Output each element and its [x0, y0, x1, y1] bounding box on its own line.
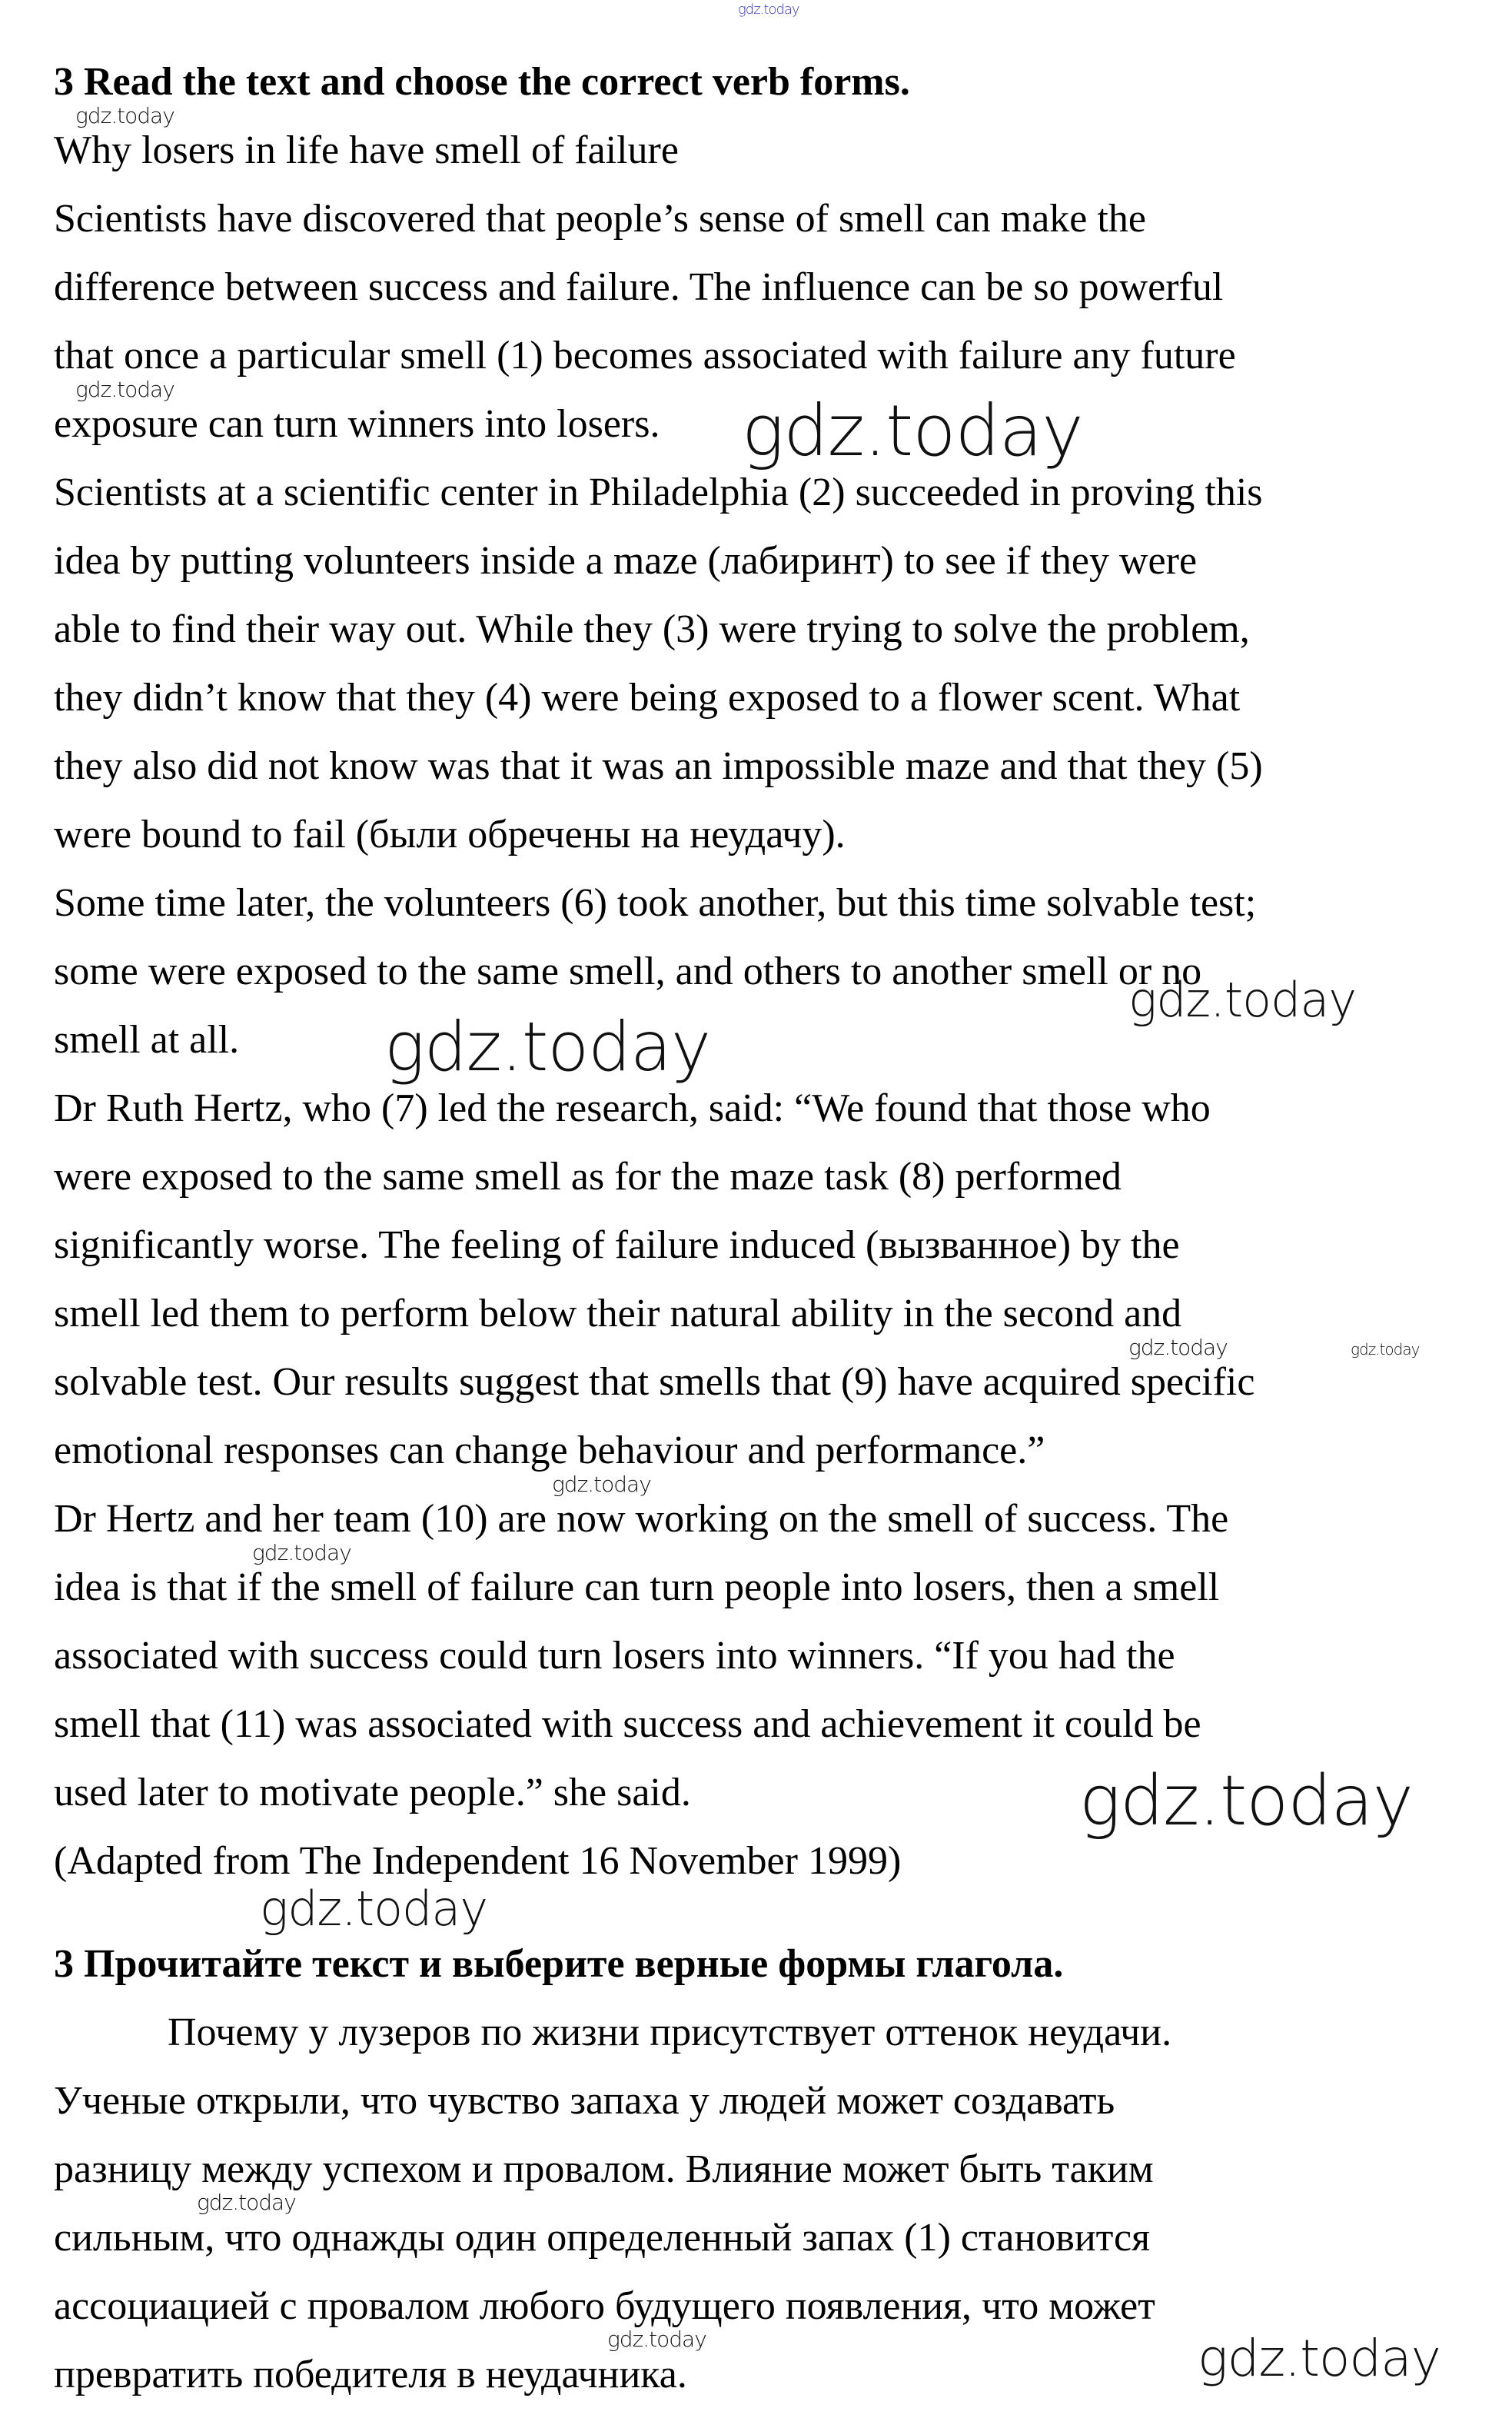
- text-line-en: used later to motivate people.” she said.: [54, 1771, 691, 1814]
- text-line-en: able to find their way out. While they (3) were trying to solve the problem,: [54, 607, 1250, 651]
- text-line-ru: ассоциацией с провалом любого будущего появления, что может: [54, 2283, 1155, 2328]
- text-line-ru: сильным, что однажды один определенный запах (1) становится: [54, 2215, 1151, 2260]
- text-line-en: some were exposed to the same smell, and others to another smell or no: [54, 950, 1202, 993]
- watermark: gdz.today: [260, 1881, 488, 1937]
- text-line-en: idea by putting volunteers inside a maze (лабиринт) to see if they were: [54, 539, 1198, 583]
- text-line-en: significantly worse. The feeling of failure induced (вызванное) by the: [54, 1223, 1180, 1267]
- exercise-heading-en: 3 Read the text and choose the correct verb forms.: [54, 60, 910, 104]
- watermark: gdz.today: [552, 1472, 651, 1497]
- watermark: gdz.today: [1128, 1335, 1228, 1360]
- text-line-en: exposure can turn winners into losers.: [54, 402, 660, 446]
- text-line-ru: превратить победителя в неудачника.: [54, 2352, 687, 2396]
- text-line-en: solvable test. Our results suggest that smells that (9) have acquired specific: [54, 1360, 1255, 1404]
- watermark: gdz.today: [1198, 2329, 1441, 2388]
- text-line-en: smell led them to perform below their natural ability in the second and: [54, 1292, 1182, 1335]
- text-line-en: that once a particular smell (1) becomes associated with failure any future: [54, 334, 1236, 378]
- text-line-ru: Ученые открыли, что чувство запаха у людей может создавать: [54, 2078, 1115, 2123]
- watermark: gdz.today: [75, 103, 174, 128]
- text-line-en: smell at all.: [54, 1018, 240, 1062]
- text-line-en: associated with success could turn losers into winners. “If you had the: [54, 1634, 1175, 1678]
- text-line-en: were exposed to the same smell as for the maze task (8) performed: [54, 1155, 1122, 1199]
- text-line-en: they didn’t know that they (4) were being exposed to a flower scent. What: [54, 676, 1241, 720]
- text-line-en: Dr Ruth Hertz, who (7) led the research, said: “We found that those who: [54, 1086, 1211, 1130]
- watermark: gdz.today: [75, 377, 174, 402]
- watermark: gdz.today: [252, 1540, 351, 1565]
- watermark: gdz.today: [742, 390, 1083, 472]
- watermark: gdz.today: [384, 1007, 711, 1086]
- text-line-en: smell that (11) was associated with success and achievement it could be: [54, 1702, 1201, 1746]
- text-line-en: (Adapted from The Independent 16 November 1999): [54, 1839, 902, 1883]
- text-line-en: Scientists have discovered that people’s sense of smell can make the: [54, 197, 1146, 241]
- text-line-en: they also did not know was that it was an impossible maze and that they (5): [54, 744, 1263, 788]
- text-line-ru: разницу между успехом и провалом. Влияние может быть таким: [54, 2147, 1154, 2191]
- text-line-en: Some time later, the volunteers (6) took another, but this time solvable test;: [54, 881, 1257, 925]
- text-line-en: were bound to fail (были обречены на неудачу).: [54, 813, 846, 856]
- watermark: gdz.today: [738, 2, 799, 18]
- watermark: gdz.today: [197, 2190, 296, 2215]
- exercise-heading-ru: 3 Прочитайте текст и выберите верные формы глагола.: [54, 1941, 1064, 1986]
- text-line-en: Scientists at a scientific center in Philadelphia (2) succeeded in proving this: [54, 471, 1263, 514]
- watermark: gdz.today: [1351, 1340, 1420, 1359]
- watermark: gdz.today: [607, 2327, 706, 2352]
- text-title-ru: Почему у лузеров по жизни присутствует оттенок неудачи.: [168, 2010, 1172, 2054]
- text-line-en: Why losers in life have smell of failure: [54, 128, 679, 172]
- text-line-en: difference between success and failure. The influence can be so powerful: [54, 265, 1224, 309]
- watermark: gdz.today: [1079, 1761, 1413, 1841]
- text-line-en: idea is that if the smell of failure can turn people into losers, then a smell: [54, 1565, 1220, 1609]
- text-line-en: emotional responses can change behaviour and performance.”: [54, 1429, 1045, 1472]
- watermark: gdz.today: [1128, 972, 1357, 1028]
- text-line-en: Dr Hertz and her team (10) are now working on the smell of success. The: [54, 1497, 1229, 1541]
